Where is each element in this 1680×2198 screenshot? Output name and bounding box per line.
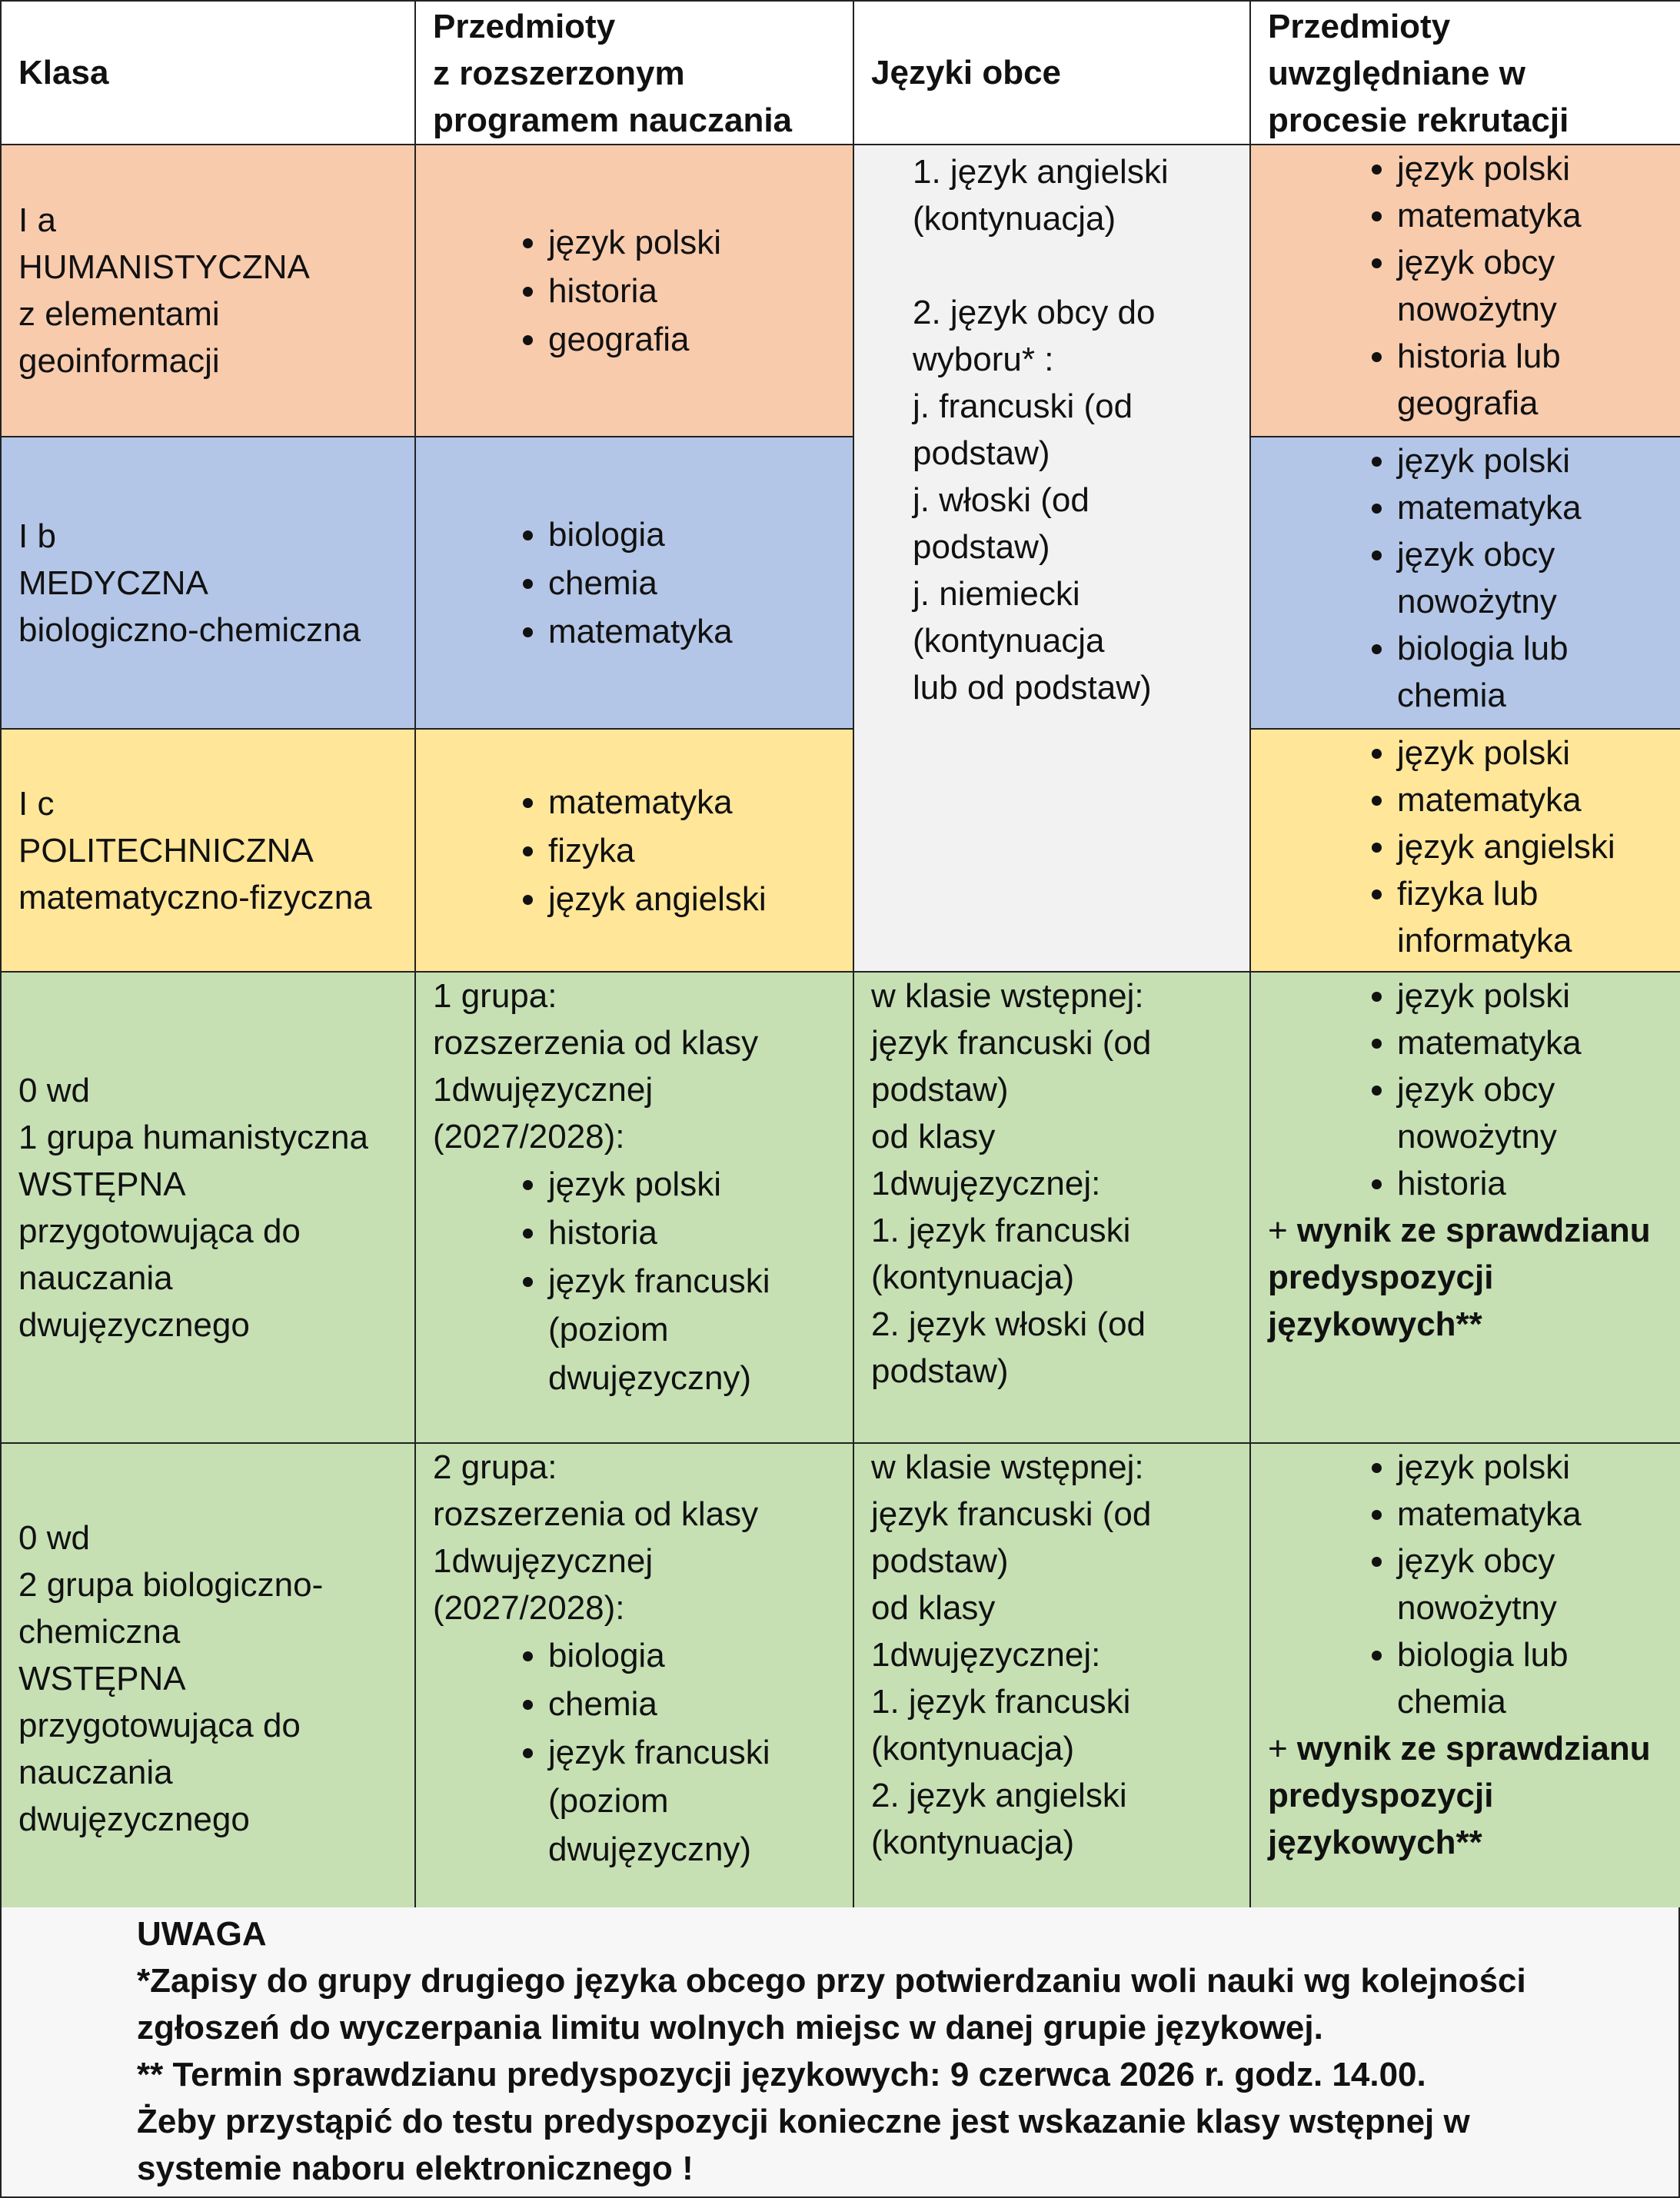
class-line: przygotowująca do xyxy=(18,1707,301,1744)
header-extended-subjects xyxy=(415,1,853,145)
language-line: w klasie wstępnej: xyxy=(871,1448,1144,1486)
class-line: biologiczno-chemiczna xyxy=(18,610,361,649)
notice-title: UWAGA xyxy=(137,1915,267,1953)
extended-cell-1a xyxy=(415,145,853,437)
language-line: język francuski (od xyxy=(871,1495,1152,1533)
language-line: 1dwujęzycznej: xyxy=(871,1165,1101,1202)
class-line: I b xyxy=(18,517,56,555)
extended-intro-line: 1dwujęzycznej xyxy=(433,1542,654,1580)
list-item: • biologia xyxy=(548,510,836,559)
class-line: nauczania xyxy=(18,1259,173,1297)
language-line: podstaw) xyxy=(871,1352,1009,1390)
class-line: HUMANISTYCZNA xyxy=(18,248,310,286)
language-line: (kontynuacja) xyxy=(913,200,1116,238)
list-item: • biologia lub chemia xyxy=(1397,625,1663,719)
aptitude-test-text: wynik ze sprawdzianu predyspozycji językowych** xyxy=(1268,1730,1651,1861)
table-row-1b xyxy=(1,437,1680,729)
table-header-row xyxy=(1,1,1680,145)
list-item: • chemia xyxy=(548,559,836,607)
extended-cell-0wd-2 xyxy=(415,1443,853,1914)
aptitude-test-note xyxy=(1268,1725,1663,1866)
extended-intro-line: rozszerzenia od klasy xyxy=(433,1495,759,1533)
extended-list xyxy=(433,1631,836,1874)
list-item: • fizyka xyxy=(548,826,836,875)
list-item: • biologia xyxy=(548,1631,836,1680)
list-item: • matematyka xyxy=(1397,484,1663,531)
class-cell-1c xyxy=(1,729,415,972)
table-row-0wd-group1 xyxy=(1,972,1680,1443)
language-line: podstaw) xyxy=(913,434,1050,472)
recruitment-list xyxy=(1268,1444,1663,1725)
list-item: • matematyka xyxy=(1397,1019,1663,1066)
list-item: • matematyka xyxy=(1397,776,1663,823)
languages-cell-shared xyxy=(853,145,1250,972)
list-item: • historia lub geografia xyxy=(1397,333,1663,427)
language-line: 1dwujęzycznej: xyxy=(871,1636,1101,1674)
list-item: • biologia lub chemia xyxy=(1397,1631,1663,1725)
languages-cell-0wd-1 xyxy=(853,972,1250,1443)
notice-box xyxy=(0,1907,1680,2198)
extended-list xyxy=(433,1160,836,1402)
extended-intro-line: (2027/2028): xyxy=(433,1589,625,1627)
table-row-0wd-group2 xyxy=(1,1443,1680,1914)
language-line: w klasie wstępnej: xyxy=(871,977,1144,1015)
header-extended-line: programem nauczania xyxy=(433,101,793,139)
plus-sign: + xyxy=(1268,1730,1297,1767)
class-line: matematyczno-fizyczna xyxy=(18,878,372,916)
extended-intro-line: 1dwujęzycznej xyxy=(433,1071,654,1109)
language-line: podstaw) xyxy=(871,1542,1009,1580)
extended-list xyxy=(433,218,836,364)
header-recruitment-line: procesie rekrutacji xyxy=(1268,101,1569,139)
recruitment-cell-1c xyxy=(1250,729,1680,972)
list-item: • język polski xyxy=(1397,145,1663,192)
language-line: (kontynuacja xyxy=(913,622,1105,660)
table-row-1a xyxy=(1,145,1680,437)
list-item: • historia xyxy=(548,1209,836,1257)
class-cell-0wd-2 xyxy=(1,1443,415,1914)
extended-list xyxy=(433,510,836,656)
extended-intro-line: 1 grupa: xyxy=(433,977,557,1015)
plus-sign: + xyxy=(1268,1212,1297,1249)
language-line: 2. język włoski (od xyxy=(871,1305,1146,1343)
language-line: 1. język angielski xyxy=(913,153,1169,191)
notice-line: Żeby przystąpić do testu predyspozycji konieczne jest wskazanie klasy wstępnej w xyxy=(137,2103,1470,2140)
header-extended-line: Przedmioty xyxy=(433,8,616,45)
list-item: • matematyka xyxy=(548,607,836,656)
aptitude-test-text: wynik ze sprawdzianu predyspozycji językowych** xyxy=(1268,1212,1651,1343)
extended-cell-1c xyxy=(415,729,853,972)
list-item: • język francuski (poziom dwujęzyczny) xyxy=(548,1257,836,1402)
languages-cell-0wd-2 xyxy=(853,1443,1250,1914)
class-line: przygotowująca do xyxy=(18,1212,301,1250)
extended-intro-line: (2027/2028): xyxy=(433,1118,625,1156)
class-line: I c xyxy=(18,784,55,823)
class-line: WSTĘPNA xyxy=(18,1660,186,1698)
extended-intro-line: 2 grupa: xyxy=(433,1448,557,1486)
table-row-1c xyxy=(1,729,1680,972)
language-line: podstaw) xyxy=(913,528,1050,566)
list-item: • język polski xyxy=(1397,437,1663,484)
class-line: 2 grupa biologiczno- xyxy=(18,1566,324,1604)
class-line: MEDYCZNA xyxy=(18,564,208,602)
class-line: geoinformacji xyxy=(18,342,220,380)
list-item: • język polski xyxy=(1397,973,1663,1019)
list-item: • język angielski xyxy=(548,875,836,923)
recruitment-list xyxy=(1268,730,1663,964)
list-item: • język francuski (poziom dwujęzyczny) xyxy=(548,1728,836,1874)
list-item: • język polski xyxy=(548,1160,836,1209)
language-line: 1. język francuski xyxy=(871,1683,1131,1721)
class-cell-1a xyxy=(1,145,415,437)
list-item: • matematyka xyxy=(548,778,836,826)
list-item: • fizyka lub informatyka xyxy=(1397,870,1663,964)
recruitment-cell-1b xyxy=(1250,437,1680,729)
aptitude-test-note xyxy=(1268,1207,1663,1348)
class-line: WSTĘPNA xyxy=(18,1165,186,1203)
extended-cell-0wd-1 xyxy=(415,972,853,1443)
class-line: 0 wd xyxy=(18,1519,90,1557)
notice-line: zgłoszeń do wyczerpania limitu wolnych miejsc w danej grupie językowej. xyxy=(137,2009,1323,2047)
class-cell-1b xyxy=(1,437,415,729)
recruitment-list xyxy=(1268,437,1663,719)
list-item: • język obcy nowożytny xyxy=(1397,1538,1663,1631)
language-line: j. francuski (od xyxy=(913,387,1133,425)
notice-line: ** Termin sprawdzianu predyspozycji językowych: 9 czerwca 2026 r. godz. 14.00. xyxy=(137,2056,1426,2093)
recruitment-cell-1a xyxy=(1250,145,1680,437)
recruitment-cell-0wd-2 xyxy=(1250,1443,1680,1914)
class-line: 0 wd xyxy=(18,1071,90,1109)
list-item: • historia xyxy=(1397,1160,1663,1207)
language-line: (kontynuacja) xyxy=(871,1730,1075,1767)
list-item: • matematyka xyxy=(1397,1491,1663,1538)
class-line: POLITECHNICZNA xyxy=(18,831,314,870)
language-line: podstaw) xyxy=(871,1071,1009,1109)
notice-line: systemie naboru elektronicznego ! xyxy=(137,2150,694,2187)
language-line: 1. język francuski xyxy=(871,1212,1131,1249)
list-item: • język polski xyxy=(1397,1444,1663,1491)
language-line: 2. język obcy do xyxy=(913,294,1156,331)
list-item: • geografia xyxy=(548,315,836,364)
list-item: • język obcy nowożytny xyxy=(1397,239,1663,333)
notice-line: *Zapisy do grupy drugiego języka obcego przy potwierdzaniu woli nauki wg kolejności xyxy=(137,1962,1526,2000)
header-extended-line: z rozszerzonym xyxy=(433,55,685,92)
list-item: • język polski xyxy=(1397,730,1663,776)
list-item: • język obcy nowożytny xyxy=(1397,1066,1663,1160)
list-item: • historia xyxy=(548,267,836,315)
class-line: dwujęzycznego xyxy=(18,1305,250,1344)
class-line: nauczania xyxy=(18,1754,173,1791)
extended-cell-1b xyxy=(415,437,853,729)
language-line: język francuski (od xyxy=(871,1024,1152,1062)
language-line: j. włoski (od xyxy=(913,481,1090,519)
header-recruitment-line: uwzględniane w xyxy=(1268,55,1525,92)
language-line: wyboru* : xyxy=(913,341,1054,378)
class-line: chemiczna xyxy=(18,1613,181,1651)
list-item: • matematyka xyxy=(1397,192,1663,239)
list-item: • chemia xyxy=(548,1680,836,1728)
language-line: (kontynuacja) xyxy=(871,1259,1075,1296)
class-line: dwujęzycznego xyxy=(18,1801,250,1838)
header-klasa: Klasa xyxy=(1,1,415,145)
extended-list xyxy=(433,778,836,923)
recruitment-cell-0wd-1 xyxy=(1250,972,1680,1443)
language-line: lub od podstaw) xyxy=(913,669,1152,707)
header-recruitment-subjects xyxy=(1250,1,1680,145)
recruitment-list xyxy=(1268,145,1663,427)
language-line: j. niemiecki xyxy=(913,575,1080,613)
header-languages: Języki obce xyxy=(853,1,1250,145)
list-item: • język obcy nowożytny xyxy=(1397,531,1663,625)
class-line: z elementami xyxy=(18,295,220,333)
list-item: • język angielski xyxy=(1397,823,1663,870)
language-line: 2. język angielski xyxy=(871,1777,1127,1814)
header-recruitment-line: Przedmioty xyxy=(1268,8,1451,45)
class-line: I a xyxy=(18,201,56,239)
language-line: (kontynuacja) xyxy=(871,1824,1075,1861)
language-line: od klasy xyxy=(871,1589,996,1627)
recruitment-list xyxy=(1268,973,1663,1207)
extended-intro-line: rozszerzenia od klasy xyxy=(433,1024,759,1062)
list-item: • język polski xyxy=(548,218,836,267)
class-cell-0wd-1 xyxy=(1,972,415,1443)
class-line: 1 grupa humanistyczna xyxy=(18,1118,368,1156)
language-line: od klasy xyxy=(871,1118,996,1156)
